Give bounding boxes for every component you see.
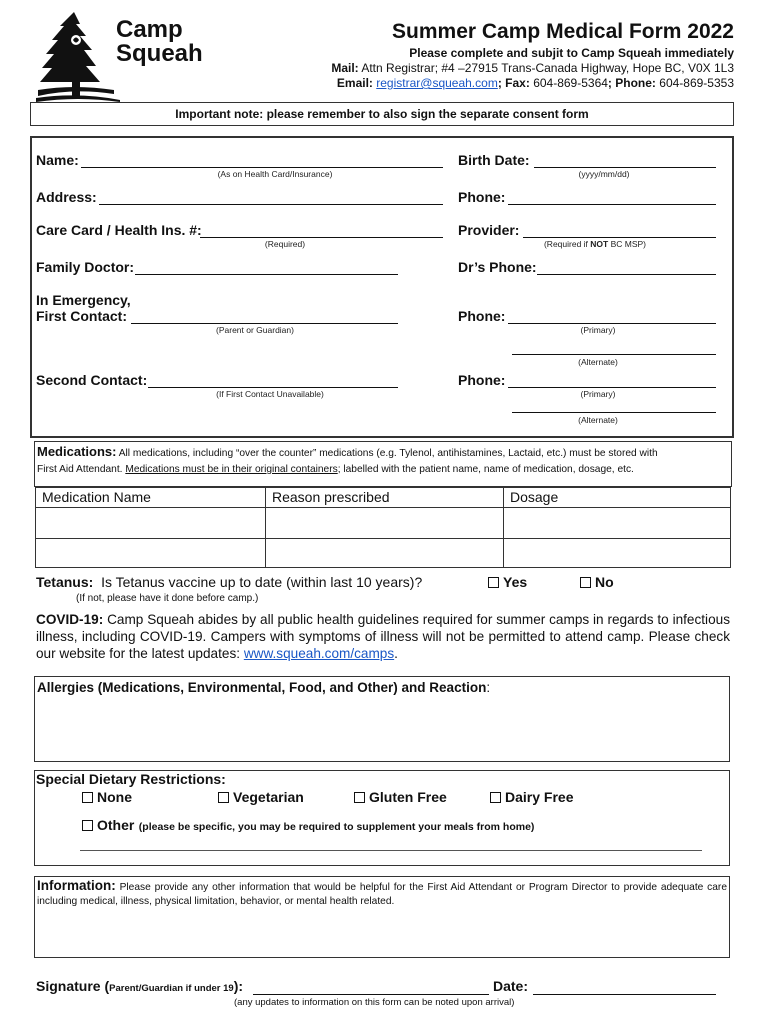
signature-label-text: Signature ( (36, 978, 110, 994)
dairy-label: Dairy Free (505, 789, 574, 805)
covid-link[interactable]: www.squeah.com/camps (243, 646, 395, 661)
covid-text: Camp Squeah abides by all public health guidelines required for summer camps in regards to infectious illness, including COVID-19. Campers with symptoms of illness will not be permitted to attend camp. Please check our website for the latest updates: (36, 612, 730, 661)
email-label: Email: (336, 76, 373, 90)
form-instruction: Please complete and subjit to Camp Squeah immediately (409, 46, 734, 60)
phone-value: 604-869-5353 (659, 76, 734, 90)
dosage-cell[interactable] (504, 539, 731, 568)
first-contact-input[interactable] (131, 323, 398, 324)
birth-date-input[interactable] (534, 167, 716, 168)
medications-table (35, 487, 731, 568)
phone-label-first: Phone: (458, 308, 506, 324)
name-hint: (As on Health Card/Insurance) (217, 169, 333, 179)
reason-cell[interactable] (266, 539, 504, 568)
allergies-box[interactable] (34, 676, 730, 762)
first-alternate-phone-input[interactable] (512, 354, 716, 355)
allergies-colon: : (486, 680, 491, 695)
tetanus-yes-option[interactable] (488, 574, 527, 590)
first-primary-phone-input[interactable] (508, 323, 716, 324)
dr-phone-label: Dr’s Phone: (458, 259, 537, 275)
diet-other-option[interactable] (82, 817, 534, 835)
contact-line (337, 76, 734, 90)
no-checkbox[interactable] (580, 577, 591, 588)
tetanus-question (36, 574, 422, 590)
medications-note (34, 441, 732, 487)
logo-text-camp: Camp (116, 16, 183, 43)
camp-squeah-logo (34, 10, 203, 102)
birth-date-label: Birth Date: (458, 152, 530, 168)
second-alternate-phone-input[interactable] (512, 412, 716, 413)
none-label: None (97, 789, 132, 805)
none-checkbox[interactable] (82, 792, 93, 803)
name-label: Name: (36, 152, 79, 168)
emergency-label-line1: In Emergency, (36, 292, 131, 308)
medications-label: Medications: (37, 444, 117, 459)
date-label: Date: (493, 978, 529, 994)
provider-label: Provider: (458, 222, 520, 238)
covid-end: . (394, 646, 398, 661)
address-input[interactable] (99, 204, 443, 205)
tetanus-question-text: Is Tetanus vaccine up to date (within last 10 years)? (101, 574, 423, 590)
signature-note: (any updates to information on this form can be noted upon arrival) (234, 997, 515, 1008)
information-box[interactable] (34, 876, 730, 958)
no-label: No (595, 574, 614, 590)
yes-label: Yes (503, 574, 528, 590)
family-doctor-label: Family Doctor: (36, 259, 135, 275)
reason-cell[interactable] (266, 508, 504, 539)
consent-note (30, 102, 734, 126)
fax-value: 604-869-5364 (533, 76, 608, 90)
fax-label: ; Fax: (497, 76, 530, 90)
signature-label-end: ): (233, 978, 244, 994)
first-alternate-hint: (Alternate) (578, 357, 618, 367)
consent-note-text: Important note: please remember to also sign the separate consent form (175, 107, 589, 121)
provider-hint (520, 239, 670, 249)
covid-notice (36, 611, 730, 662)
other-note: (please be specific, you may be required to supplement your meals from home) (138, 821, 535, 833)
care-card-hint: (Required) (264, 239, 306, 249)
provider-input[interactable] (523, 237, 716, 238)
medications-text-2c: ; labelled with the patient name, name of medication, dosage, etc. (337, 464, 634, 475)
date-input[interactable] (533, 994, 716, 995)
care-card-input[interactable] (200, 237, 443, 238)
yes-checkbox[interactable] (488, 577, 499, 588)
phone-label: ; Phone: (607, 76, 656, 90)
information-text: Please provide any other information that would be helpful for the First Aid Attendant or Program Director to provide adequate care including medical, illness, physical limitation, behavior, or mental health related. (37, 882, 727, 907)
diet-dairy-option[interactable] (490, 789, 573, 805)
mail-label: Mail: (331, 61, 359, 75)
first-primary-hint: (Primary) (580, 325, 616, 335)
medications-text-1: All medications, including “over the counter” medications (e.g. Tylenol, antihistamines, Lactaid, etc.) must be stored with (116, 448, 658, 459)
birth-date-hint: (yyyy/mm/dd) (578, 169, 630, 179)
tetanus-label: Tetanus: (36, 574, 94, 590)
diet-label: Special Dietary Restrictions: (36, 771, 226, 787)
phone-label-1: Phone: (458, 189, 506, 205)
tetanus-note: (If not, please have it done before camp.) (76, 593, 259, 604)
medication-cell[interactable] (36, 508, 266, 539)
phone-input-1[interactable] (508, 204, 716, 205)
signature-label-small: Parent/Guardian if under 19 (109, 983, 234, 994)
second-contact-input[interactable] (148, 387, 398, 388)
name-input[interactable] (81, 167, 443, 168)
col-medication-name: Medication Name (36, 488, 266, 508)
table-row (36, 539, 731, 568)
dosage-cell[interactable] (504, 508, 731, 539)
allergies-label: Allergies (Medications, Environmental, Food, and Other) and Reaction (37, 680, 487, 695)
second-contact-label: Second Contact: (36, 372, 148, 388)
provider-hint-pre: (Required if (543, 239, 591, 249)
second-primary-phone-input[interactable] (508, 387, 716, 388)
second-alternate-hint: (Alternate) (578, 415, 618, 425)
provider-hint-bold: NOT (590, 239, 609, 249)
other-checkbox[interactable] (82, 820, 93, 831)
address-label: Address: (36, 189, 97, 205)
col-reason: Reason prescribed (266, 488, 504, 508)
care-card-label: Care Card / Health Ins. #: (36, 222, 202, 238)
signature-label (36, 978, 243, 994)
medications-text-2b: Medications must be in their original containers (125, 464, 338, 475)
table-header-row (36, 488, 731, 508)
other-diet-input[interactable] (80, 850, 702, 851)
email-link[interactable]: registrar@squeah.com (376, 76, 498, 90)
first-contact-label: First Contact: (36, 308, 127, 324)
medication-cell[interactable] (36, 539, 266, 568)
tetanus-no-option[interactable] (580, 574, 614, 590)
dr-phone-input[interactable] (537, 274, 716, 275)
first-contact-hint: (Parent or Guardian) (216, 325, 294, 335)
phone-label-second: Phone: (458, 372, 506, 388)
diet-gluten-option[interactable] (354, 789, 447, 805)
dairy-checkbox[interactable] (490, 792, 501, 803)
vegetarian-checkbox[interactable] (218, 792, 229, 803)
gluten-checkbox[interactable] (354, 792, 365, 803)
vegetarian-label: Vegetarian (233, 789, 304, 805)
diet-none-option[interactable] (82, 789, 132, 805)
mail-value: Attn Registrar; #4 –27915 Trans-Canada Highway, Hope BC, V0X 1L3 (361, 61, 734, 75)
table-row (36, 508, 731, 539)
mail-address (331, 61, 734, 75)
logo-text-squeah: Squeah (116, 40, 203, 67)
information-label: Information: (37, 878, 116, 893)
provider-hint-post: BC MSP) (608, 239, 647, 249)
medications-text-2a: First Aid Attendant. (37, 464, 126, 475)
second-contact-hint: (If First Contact Unavailable) (216, 389, 324, 399)
diet-vegetarian-option[interactable] (218, 789, 304, 805)
col-dosage: Dosage (504, 488, 731, 508)
gluten-label: Gluten Free (369, 789, 447, 805)
form-title: Summer Camp Medical Form 2022 (392, 20, 734, 43)
second-primary-hint: (Primary) (580, 389, 616, 399)
other-label: Other (97, 817, 135, 833)
family-doctor-input[interactable] (135, 274, 398, 275)
signature-input[interactable] (253, 994, 489, 995)
covid-label: COVID-19: (36, 612, 104, 627)
